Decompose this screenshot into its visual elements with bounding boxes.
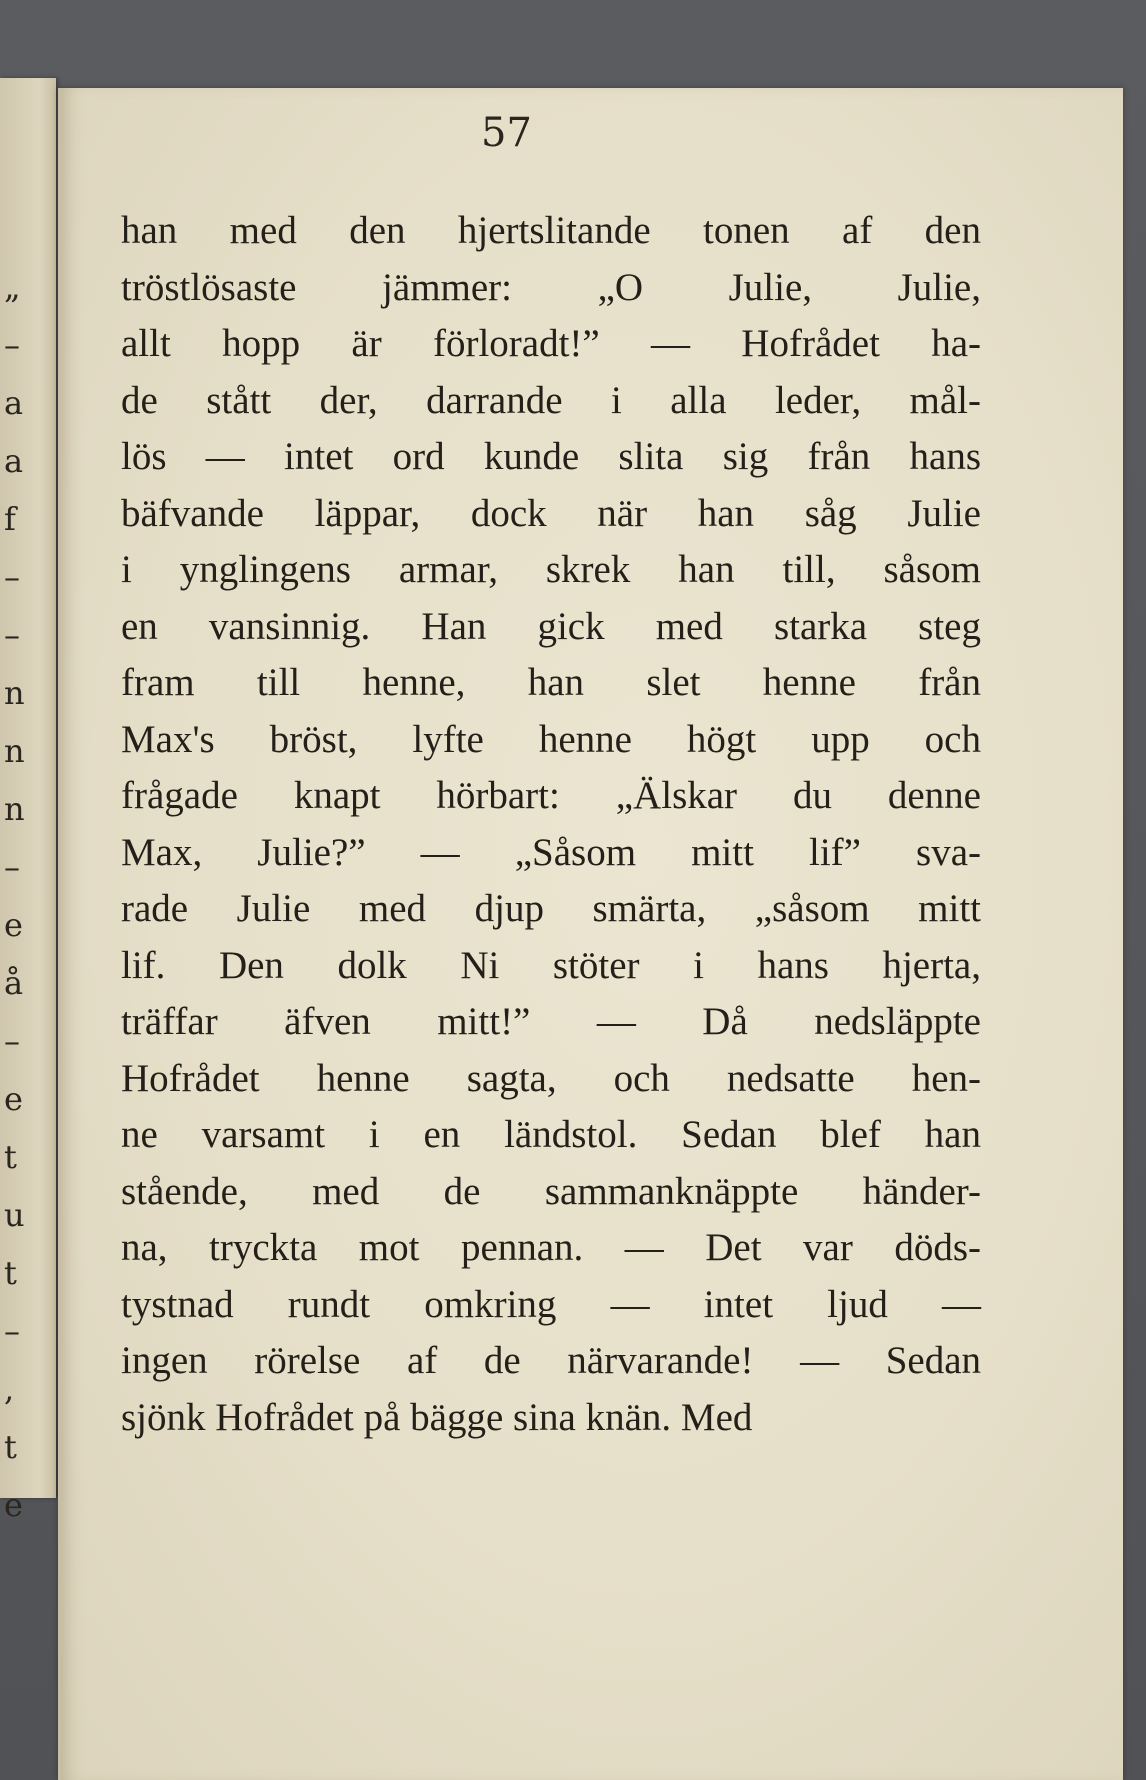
previous-page-letter: n (4, 790, 25, 828)
text-line: allt hopp är förloradt!” — Hofrådet ha- (121, 322, 981, 365)
text-line: sjönk Hofrådet på bägge sina knän. Med (121, 1395, 753, 1439)
text-line: Max's bröst, lyfte henne högt upp och (121, 717, 981, 761)
previous-page-letter: , (4, 1370, 15, 1408)
previous-page-letter: a (4, 384, 24, 422)
text-line: frågade knapt hörbart: „Älskar du denne (121, 774, 981, 817)
text-line: tröstlösaste jämmer: „O Julie, Julie, (121, 265, 981, 309)
text-line: de stått der, darrande i alla leder, mål- (121, 378, 981, 422)
text-line: en vansinnig. Han gick med starka steg (121, 604, 981, 648)
text-line: ingen rörelse af de närvarande! — Sedan (121, 1339, 981, 1382)
previous-page-letter: – (4, 1022, 20, 1060)
previous-page-letter: – (4, 848, 20, 886)
text-line: fram till henne, han slet henne från (121, 661, 981, 704)
previous-page-edge (0, 78, 56, 1524)
previous-page-letter: n (4, 674, 25, 712)
text-line: rade Julie med djup smärta, „såsom mitt (121, 887, 981, 930)
text-line: stående, med de sammanknäppte händer- (121, 1169, 981, 1213)
previous-page-letter: – (4, 326, 20, 364)
text-line: na, tryckta mot pennan. — Det var döds- (121, 1226, 981, 1269)
previous-page-letter: t (4, 1254, 17, 1292)
previous-page-letter: e (4, 1080, 23, 1118)
text-line: lös — intet ord kunde slita sig från hans (121, 435, 981, 478)
previous-page-letter: e (4, 906, 23, 944)
previous-page-letter: u (4, 1196, 25, 1234)
previous-page-letter: – (4, 558, 20, 596)
text-line: i ynglingens armar, skrek han till, såsom (121, 548, 981, 591)
previous-page-letter: a (4, 442, 24, 480)
page-number: 57 (481, 110, 532, 156)
previous-page-letter: f (4, 500, 16, 538)
text-line: lif. Den dolk Ni stöter i hans hjerta, (121, 943, 981, 987)
text-line: Max, Julie?” — „Såsom mitt lif” sva- (121, 830, 981, 874)
previous-page-letter: t (4, 1428, 17, 1466)
previous-page-letter: e (4, 1486, 23, 1524)
previous-page-letter: – (4, 616, 20, 654)
previous-page-letter: n (4, 732, 25, 770)
previous-page-letter: – (4, 1312, 20, 1350)
text-line: tystnad rundt omkring — intet ljud — (121, 1282, 981, 1326)
previous-page-letters (4, 258, 44, 1534)
text-line: ne varsamt i en ländstol. Sedan blef han (121, 1113, 981, 1156)
text-line: Hofrådet henne sagta, och nedsatte hen- (121, 1056, 981, 1100)
text-line: han med den hjertslitande tonen af den (121, 209, 981, 252)
text-line: träffar äfven mitt!” — Då nedsläppte (121, 1000, 981, 1043)
previous-page-letter: „ (4, 268, 21, 306)
page-text (121, 203, 981, 1446)
book-page (58, 88, 1123, 1780)
text-line: bäfvande läppar, dock när han såg Julie (121, 491, 981, 535)
previous-page-letter: å (4, 964, 24, 1002)
previous-page-letter: t (4, 1138, 17, 1176)
